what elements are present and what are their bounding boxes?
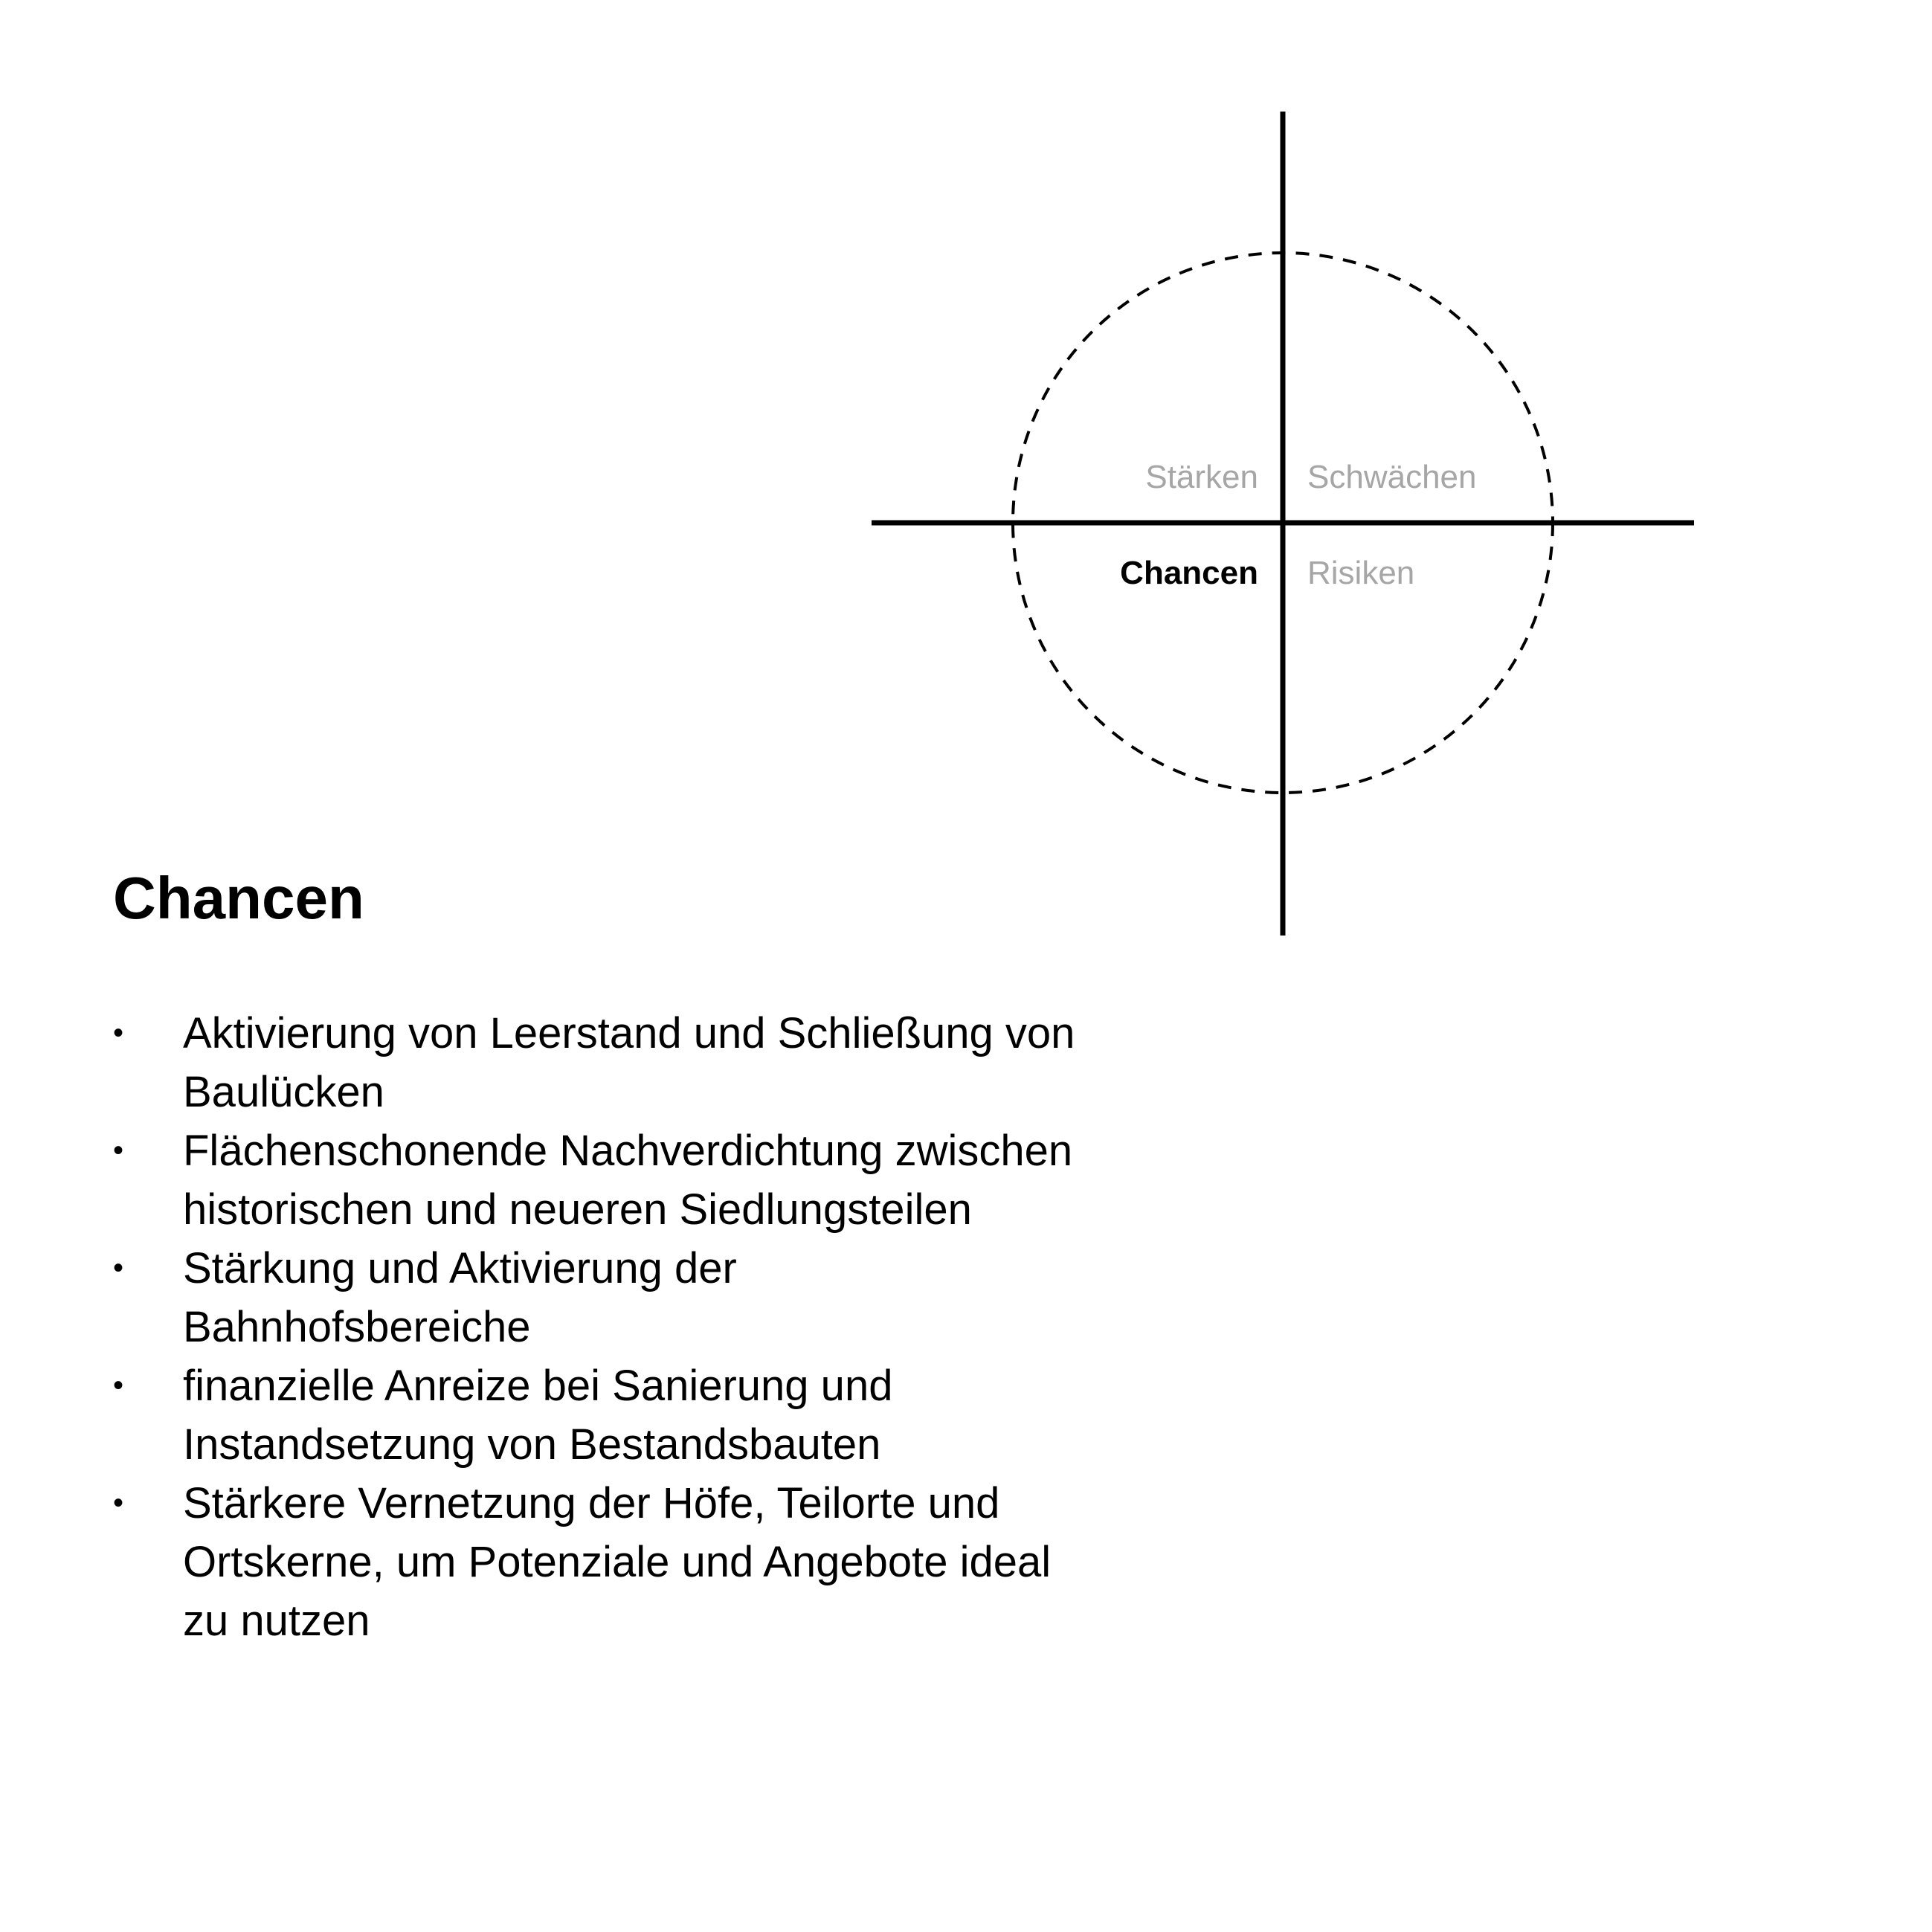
list-item <box>113 1474 1095 1650</box>
list-item-text: Stärkere Vernetzung der Höfe, Teilorte und Ortskerne, um Potenziale und Angebote ideal zu nutzen <box>183 1479 1052 1645</box>
list-item-text: finanzielle Anreize bei Sanierung und Instandsetzung von Bestandsbauten <box>183 1362 893 1469</box>
quadrant-label-staerken: Stärken <box>1145 459 1258 495</box>
list-item-text: Flächenschonende Nachverdichtung zwischen historischen und neueren Siedlungsteilen <box>183 1127 1073 1234</box>
list-item <box>113 1239 1095 1356</box>
list-item <box>113 1004 1095 1121</box>
list-item-text: Stärkung und Aktivierung der Bahnhofsbereiche <box>183 1244 737 1351</box>
bullet-icon: • <box>113 1134 124 1167</box>
bullet-icon: • <box>113 1487 124 1519</box>
bullet-icon: • <box>113 1369 124 1402</box>
quadrant-label-risiken: Risiken <box>1307 555 1415 591</box>
page-title: Chancen <box>113 865 364 931</box>
bullet-list <box>113 1004 1095 1650</box>
bullet-icon: • <box>113 1252 124 1284</box>
quadrant-label-chancen: Chancen <box>1120 555 1258 591</box>
list-item-text: Aktivierung von Leerstand und Schließung von Baulücken <box>183 1009 1075 1116</box>
list-item <box>113 1121 1095 1239</box>
quadrant-label-schwaechen: Schwächen <box>1307 459 1477 495</box>
bullet-icon: • <box>113 1017 124 1049</box>
list-item <box>113 1356 1095 1474</box>
